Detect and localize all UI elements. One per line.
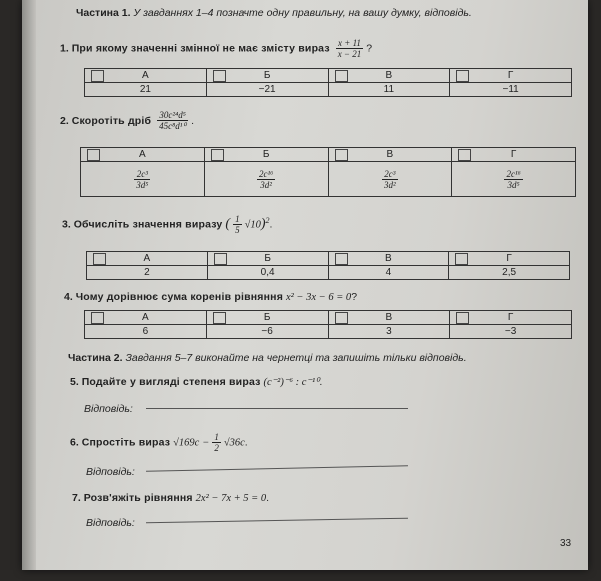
value-v: $\frac{\text{2c³}}{\text{3d²}}$: [328, 162, 452, 197]
question-3: [62, 214, 272, 235]
option-g[interactable]: Г: [449, 252, 570, 266]
worksheet-page: [22, 0, 588, 570]
question-tail: .: [266, 492, 270, 504]
checkbox[interactable]: [214, 253, 227, 265]
value-b: 0,4: [207, 266, 328, 280]
page-gutter: [22, 0, 36, 570]
part2-header: [68, 352, 467, 364]
option-b[interactable]: Б: [204, 148, 328, 162]
options-row: [85, 69, 572, 83]
question-text: Скоротіть дріб: [71, 114, 152, 127]
expr-root: √10: [244, 219, 261, 231]
expr-close-paren: ): [260, 216, 266, 232]
question-number: 4.: [64, 291, 73, 303]
fraction-denominator: x − 21: [337, 49, 362, 59]
part2-instruction: Завдання 5–7 виконайте на чернетці та запишіть тільки відповідь.: [125, 352, 467, 364]
answer-label: Відповідь:: [86, 466, 135, 478]
value-a: 6: [85, 325, 207, 339]
fraction-numerator: x + 11: [336, 38, 364, 49]
checkbox[interactable]: [458, 149, 471, 161]
option-v[interactable]: В: [328, 252, 449, 266]
option-v[interactable]: В: [328, 311, 450, 325]
expr-power: 2: [265, 215, 270, 225]
question-tail: ?: [366, 42, 373, 55]
equation: 2x² − 7x + 5 = 0: [195, 493, 267, 504]
checkbox[interactable]: [335, 149, 348, 161]
question-tail: .: [269, 218, 273, 231]
question-7: [72, 492, 269, 504]
question-4: [64, 291, 357, 303]
option-g[interactable]: Г: [450, 69, 572, 83]
checkbox[interactable]: [93, 253, 106, 265]
part2-label: Частина 2.: [68, 352, 123, 364]
question-tail: ?: [351, 291, 358, 303]
values-row: [85, 325, 572, 339]
question-text: Обчисліть значення виразу: [73, 218, 223, 231]
option-a[interactable]: А: [81, 148, 205, 162]
answer-line-q6[interactable]: [146, 465, 408, 471]
question-1: [60, 38, 372, 59]
question-tail: .: [191, 114, 195, 127]
answer-line-q5[interactable]: [146, 408, 408, 409]
value-b: −21: [206, 83, 328, 97]
part1-instruction: У завданнях 1–4 позначте одну правильну, на вашу думку, відповідь.: [133, 7, 472, 19]
checkbox[interactable]: [91, 70, 104, 82]
expression-part1: √169c: [173, 437, 200, 449]
fraction: [336, 38, 364, 59]
answer-line-q7[interactable]: [146, 518, 408, 524]
value-g: −3: [450, 325, 572, 339]
value-v: 3: [328, 325, 450, 339]
answer-table-q4: [84, 310, 572, 339]
question-number: 7.: [72, 492, 81, 504]
options-row: [87, 252, 570, 266]
value-g: −11: [450, 83, 572, 97]
answer-table-q2: [80, 147, 576, 197]
equation: x² − 3x − 6 = 0: [285, 292, 352, 303]
checkbox[interactable]: [335, 253, 348, 265]
expression-part2: √36c: [223, 437, 245, 449]
options-row: [85, 311, 572, 325]
answer-table-q3: [86, 251, 570, 280]
value-g: $\frac{\text{2c¹⁶}}{\text{3d⁵}}$: [452, 162, 576, 197]
question-text: Подайте у вигляді степеня вираз: [81, 376, 261, 388]
checkbox[interactable]: [456, 312, 469, 324]
values-row: [81, 162, 576, 197]
answer-label: Відповідь:: [86, 517, 135, 529]
checkbox[interactable]: [335, 312, 348, 324]
page-number: 33: [560, 538, 572, 549]
value-b: −6: [206, 325, 328, 339]
fraction: $\frac{1}{2}$: [214, 432, 219, 453]
question-2: [60, 110, 194, 132]
fraction-numerator: 30c²⁴d⁵: [157, 110, 188, 121]
value-a: $\frac{\text{2c³}}{\text{3d⁵}}$: [81, 162, 205, 197]
question-number: 3.: [62, 218, 71, 231]
part1-label: Частина 1.: [76, 7, 131, 19]
answer-label: Відповідь:: [84, 403, 133, 415]
value-b: $\frac{\text{2c¹⁶}}{\text{3d²}}$: [204, 162, 328, 197]
fraction: [157, 110, 188, 132]
checkbox[interactable]: [87, 149, 100, 161]
option-b[interactable]: Б: [206, 69, 328, 83]
fraction-denominator: 45c⁸d¹⁰: [159, 121, 187, 131]
checkbox[interactable]: [213, 70, 226, 82]
checkbox[interactable]: [213, 312, 226, 324]
checkbox[interactable]: [211, 149, 224, 161]
value-g: 2,5: [449, 266, 570, 280]
values-row: [85, 83, 572, 97]
question-text: Спростіть вираз: [81, 436, 171, 449]
answer-table-q1: [84, 68, 572, 97]
option-g[interactable]: Г: [450, 311, 572, 325]
question-text: Чому дорівнює сума коренів рівняння: [75, 291, 284, 303]
checkbox[interactable]: [455, 253, 468, 265]
option-g[interactable]: Г: [452, 148, 576, 162]
question-5: [70, 376, 322, 388]
question-number: 5.: [70, 376, 79, 388]
options-row: [81, 148, 576, 162]
question-6: [70, 432, 248, 453]
option-v[interactable]: В: [328, 148, 452, 162]
value-a: 21: [85, 83, 207, 97]
option-a[interactable]: А: [85, 311, 207, 325]
checkbox[interactable]: [335, 70, 348, 82]
value-v: 4: [328, 266, 449, 280]
option-b[interactable]: Б: [206, 311, 328, 325]
part1-header: [76, 7, 472, 19]
value-a: 2: [87, 266, 208, 280]
option-a[interactable]: А: [87, 252, 208, 266]
question-tail: .: [244, 436, 248, 449]
question-number: 6.: [70, 436, 79, 449]
expression: (c⁻²)⁻⁶ : c⁻¹⁰: [263, 377, 320, 388]
checkbox[interactable]: [91, 312, 104, 324]
option-v[interactable]: В: [328, 69, 450, 83]
question-text: Розв'яжіть рівняння: [83, 492, 193, 504]
checkbox[interactable]: [456, 70, 469, 82]
question-number: 1.: [60, 42, 69, 55]
fraction: $\frac{1}{5}$: [235, 214, 240, 235]
option-b[interactable]: Б: [207, 252, 328, 266]
value-v: 11: [328, 83, 450, 97]
question-tail: .: [319, 376, 323, 388]
expr-open-paren: (: [225, 216, 231, 232]
question-text: При якому значенні змінної не має змісту вираз: [71, 42, 330, 55]
option-a[interactable]: А: [85, 69, 207, 83]
question-number: 2.: [60, 114, 69, 127]
values-row: [87, 266, 570, 280]
minus-sign: −: [202, 437, 210, 449]
